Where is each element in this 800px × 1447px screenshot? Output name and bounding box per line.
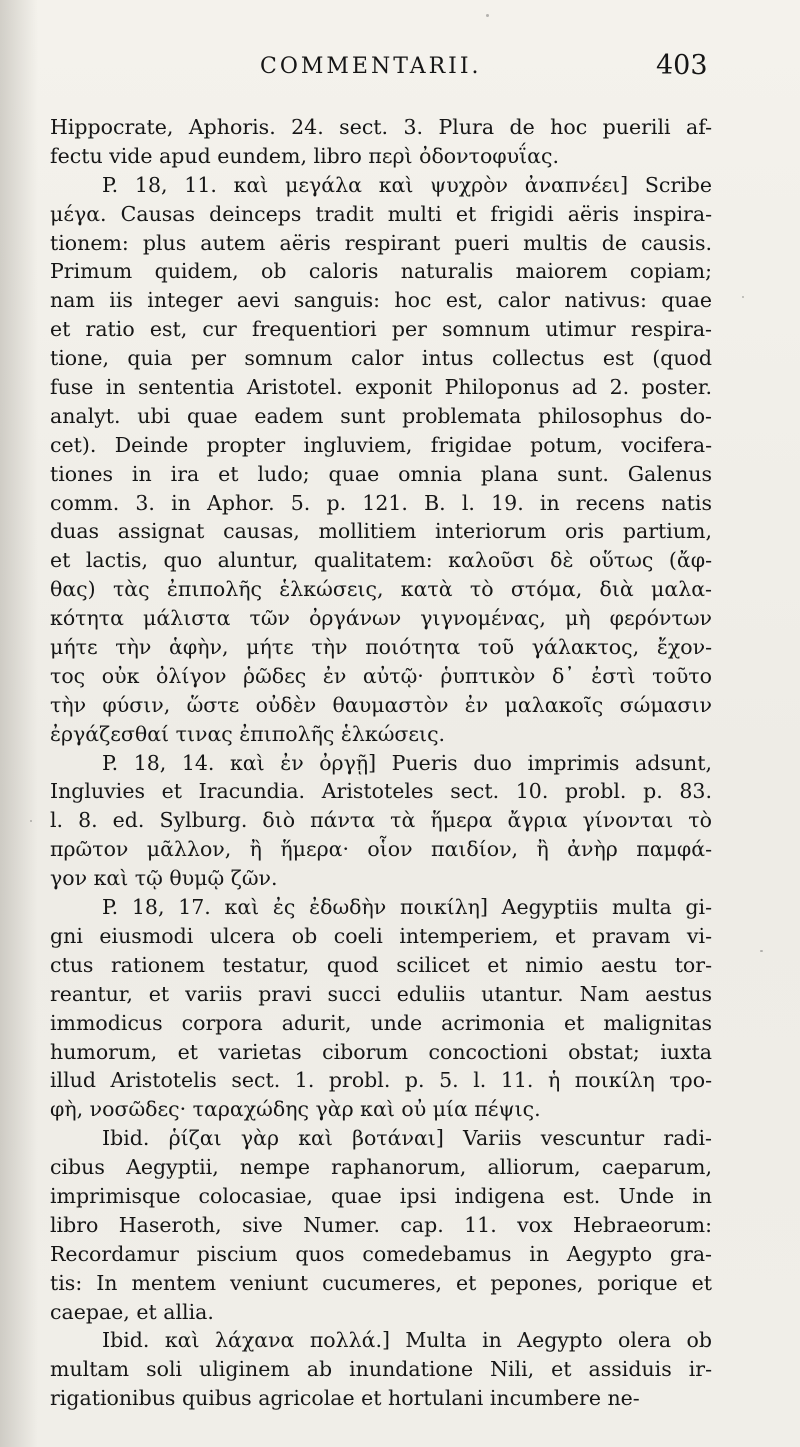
text-line: immodicus corpora adurit, unde acrimonia et malignitas <box>50 1010 712 1035</box>
text-line: Ingluvies et Iracundia. Aristoteles sect. 10. probl. p. 83. <box>50 779 712 804</box>
text-line: tionem: plus autem aëris respirant pueri multis de causis. <box>50 230 712 255</box>
text-line: πρῶτον μᾶλλον, ἢ ἥμερα· οἷον παιδίον, ἢ ἀνὴρ παμφά- <box>50 837 712 862</box>
print-speck <box>486 14 489 17</box>
text-line: γον καὶ τῷ θυμῷ ζῶν. <box>50 866 278 891</box>
text-line: analyt. ubi quae eadem sunt problemata philosophus do- <box>50 403 712 428</box>
text-line: μέγα. Causas deinceps tradit multi et frigidi aëris inspira- <box>50 201 712 226</box>
paragraph <box>50 893 712 1124</box>
text-line: illud Aristotelis sect. 1. probl. p. 5. l. 11. ἡ ποικίλη τρο- <box>50 1068 712 1093</box>
text-line: libro Haseroth, sive Numer. cap. 11. vox Hebraeorum: <box>50 1212 712 1237</box>
text-line: Ibid. ῥίζαι γὰρ καὶ βοτάναι] Variis vescuntur radi- <box>102 1126 712 1151</box>
text-line: τος οὐκ ὀλίγον ῥῶδες ἐν αὐτῷ· ῥυπτικὸν δ᾽ ἐστὶ τοῦτο <box>50 663 712 688</box>
text-line: P. 18, 17. καὶ ἐς ἐδωδὴν ποικίλη] Aegyptiis multa gi- <box>102 895 712 920</box>
print-speck <box>30 820 32 822</box>
text-line: gni eiusmodi ulcera ob coeli intemperiem, et pravam vi- <box>50 923 712 948</box>
text-line: φὴ, νοσῶδες· ταραχώδης γὰρ καὶ οὐ μία πέψις. <box>50 1097 541 1122</box>
paragraph <box>50 1124 712 1326</box>
text-line: tione, quia per somnum calor intus collectus est (quod <box>50 346 712 371</box>
running-head: COMMENTARII. <box>260 54 482 79</box>
text-line: θας) τὰς ἐπιπολῆς ἑλκώσεις, κατὰ τὸ στόμα, διὰ μαλα- <box>50 577 712 602</box>
text-line: P. 18, 11. καὶ μεγάλα καὶ ψυχρὸν ἀναπνέει] Scribe <box>102 172 712 197</box>
text-line: rigationibus quibus agricolae et hortulani incumbere ne- <box>50 1386 640 1411</box>
paragraph <box>50 1326 712 1413</box>
text-line: comm. 3. in Aphor. 5. p. 121. B. l. 19. in recens natis <box>50 490 712 515</box>
text-line: tiones in ira et ludo; quae omnia plana sunt. Galenus <box>50 461 712 486</box>
text-line: duas assignat causas, mollitiem interiorum oris partium, <box>50 519 712 544</box>
text-line: et ratio est, cur frequentiori per somnum utimur respira- <box>50 317 712 342</box>
page-gutter-shadow <box>0 0 38 1447</box>
paragraph <box>50 171 712 749</box>
page-header <box>0 50 800 94</box>
text-line: ctus rationem testatur, quod scilicet et nimio aestu tor- <box>50 952 712 977</box>
text-line: κότητα μάλιστα τῶν ὀργάνων γιγνομένας, μὴ φερόντων <box>50 606 712 631</box>
text-line: ἐργάζεσθαί τινας ἐπιπολῆς ἑλκώσεις. <box>50 721 446 746</box>
text-line: P. 18, 14. καὶ ἐν ὀργῇ] Pueris duo imprimis adsunt, <box>102 750 712 775</box>
print-speck <box>760 950 763 952</box>
text-line: Primum quidem, ob caloris naturalis maiorem copiam; <box>50 259 712 284</box>
paragraph <box>50 113 712 171</box>
commentary-text <box>50 113 712 1413</box>
text-line: reantur, et variis pravi succi eduliis utantur. Nam aestus <box>50 981 712 1006</box>
text-line: cet). Deinde propter ingluviem, frigidae potum, vocifera- <box>50 432 712 457</box>
text-line: nam iis integer aevi sanguis: hoc est, calor nativus: quae <box>50 288 712 313</box>
text-line: tis: In mentem veniunt cucumeres, et pepones, porique et <box>50 1270 712 1295</box>
text-line: imprimisque colocasiae, quae ipsi indigena est. Unde in <box>50 1183 712 1208</box>
text-line: τὴν φύσιν, ὥστε οὐδὲν θαυμαστὸν ἐν μαλακοῖς σώμασιν <box>50 692 712 717</box>
text-line: et lactis, quo aluntur, qualitatem: καλοῦσι δὲ οὕτως (ἄφ- <box>50 548 712 573</box>
text-line: fectu vide apud eundem, libro περὶ ὀδοντοφυΐας. <box>50 143 559 168</box>
text-line: humorum, et varietas ciborum concoctioni obstat; iuxta <box>50 1039 712 1064</box>
text-line: Ibid. καὶ λάχανα πολλά.] Multa in Aegypto olera ob <box>102 1328 712 1353</box>
text-line: fuse in sententia Aristotel. exponit Philoponus ad 2. poster. <box>50 375 712 400</box>
text-line: Hippocrate, Aphoris. 24. sect. 3. Plura de hoc puerili af- <box>50 115 712 139</box>
text-line: cibus Aegyptii, nempe raphanorum, alliorum, caeparum, <box>50 1155 712 1180</box>
paragraph <box>50 749 712 893</box>
text-line: l. 8. ed. Sylburg. διὸ πάντα τὰ ἥμερα ἄγρια γίνονται τὸ <box>50 808 712 833</box>
text-line: μήτε τὴν ἁφὴν, μήτε τὴν ποιότητα τοῦ γάλακτος, ἔχον- <box>50 635 712 660</box>
text-line: caepae, et allia. <box>50 1299 214 1324</box>
text-line: Recordamur piscium quos comedebamus in Aegypto gra- <box>50 1241 712 1266</box>
page-number: 403 <box>656 50 708 81</box>
text-line: multam soli uliginem ab inundatione Nili, et assiduis ir- <box>50 1357 712 1382</box>
print-speck <box>742 296 744 298</box>
